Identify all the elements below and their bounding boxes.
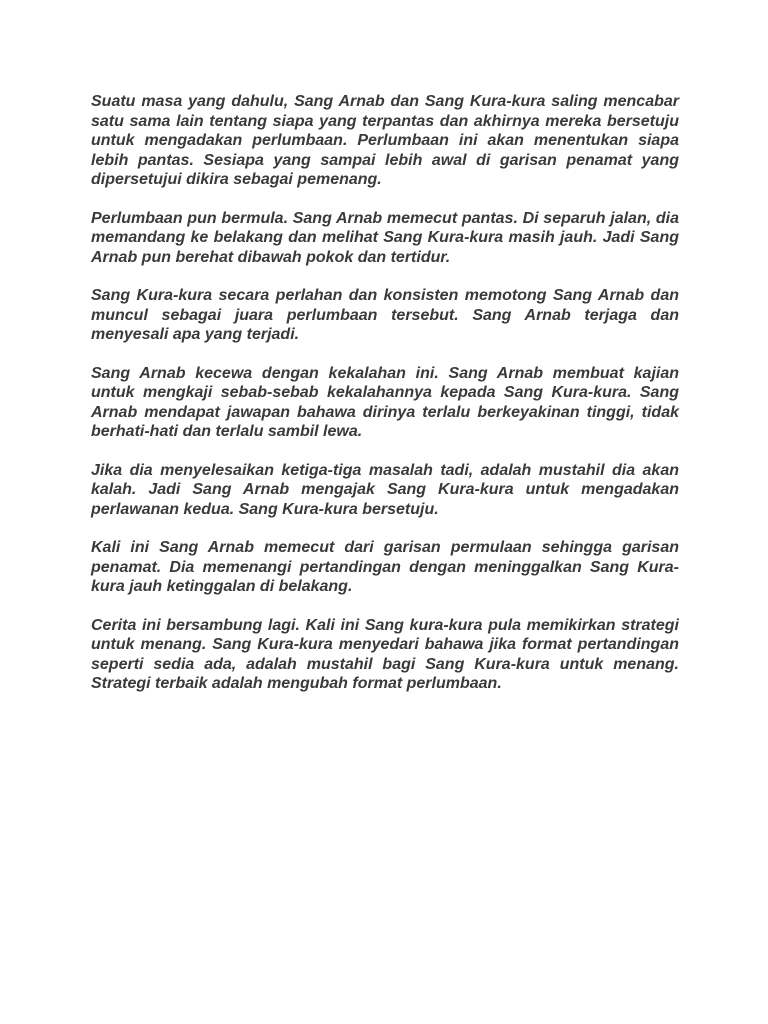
paragraph-1: Suatu masa yang dahulu, Sang Arnab dan Sang Kura-kura saling mencabar satu sama lain tentang siapa yang terpantas dan akhirnya mereka bersetuju untuk mengadakan perlumbaan. Perlumbaan ini akan menentukan siapa lebih pantas. Sesiapa yang sampai lebih awal di garisan penamat yang dipersetujui dikira sebagai pemenang. bbox=[91, 93, 679, 188]
paragraph-3: Sang Kura-kura secara perlahan dan konsisten memotong Sang Arnab dan muncul sebagai juara perlumbaan tersebut. Sang Arnab terjaga dan menyesali apa yang terjadi. bbox=[91, 287, 679, 343]
document-body bbox=[91, 92, 679, 713]
paragraph-2: Perlumbaan pun bermula. Sang Arnab memecut pantas. Di separuh jalan, dia memandang ke belakang dan melihat Sang Kura-kura masih jauh. Jadi Sang Arnab pun berehat dibawah pokok dan tertidur. bbox=[91, 209, 679, 266]
paragraph-4: Sang Arnab kecewa dengan kekalahan ini. Sang Arnab membuat kajian untuk mengkaji sebab-sebab kekalahannya kepada Sang Kura-kura. Sang Arnab mendapat jawapan bahawa dirinya terlalu berkeyakinan tinggi, tidak berhati-hati dan terlalu sambil lewa. bbox=[91, 364, 679, 440]
paragraph-5: Jika dia menyelesaikan ketiga-tiga masalah tadi, adalah mustahil dia akan kalah. Jadi Sang Arnab mengajak Sang Kura-kura untuk mengadakan perlawanan kedua. Sang Kura-kura bersetuju. bbox=[91, 461, 679, 518]
paragraph-7: Cerita ini bersambung lagi. Kali ini Sang kura-kura pula memikirkan strategi untuk menang. Sang Kura-kura menyedari bahawa jika format pertandingan seperti sedia ada, adalah mustahil bagi Sang Kura-kura untuk menang. Strategi terbaik adalah mengubah format perlumbaan. bbox=[91, 616, 679, 692]
paragraph-6: Kali ini Sang Arnab memecut dari garisan permulaan sehingga garisan penamat. Dia memenangi pertandingan dengan meninggalkan Sang Kura-kura jauh ketinggalan di belakang. bbox=[91, 539, 679, 595]
